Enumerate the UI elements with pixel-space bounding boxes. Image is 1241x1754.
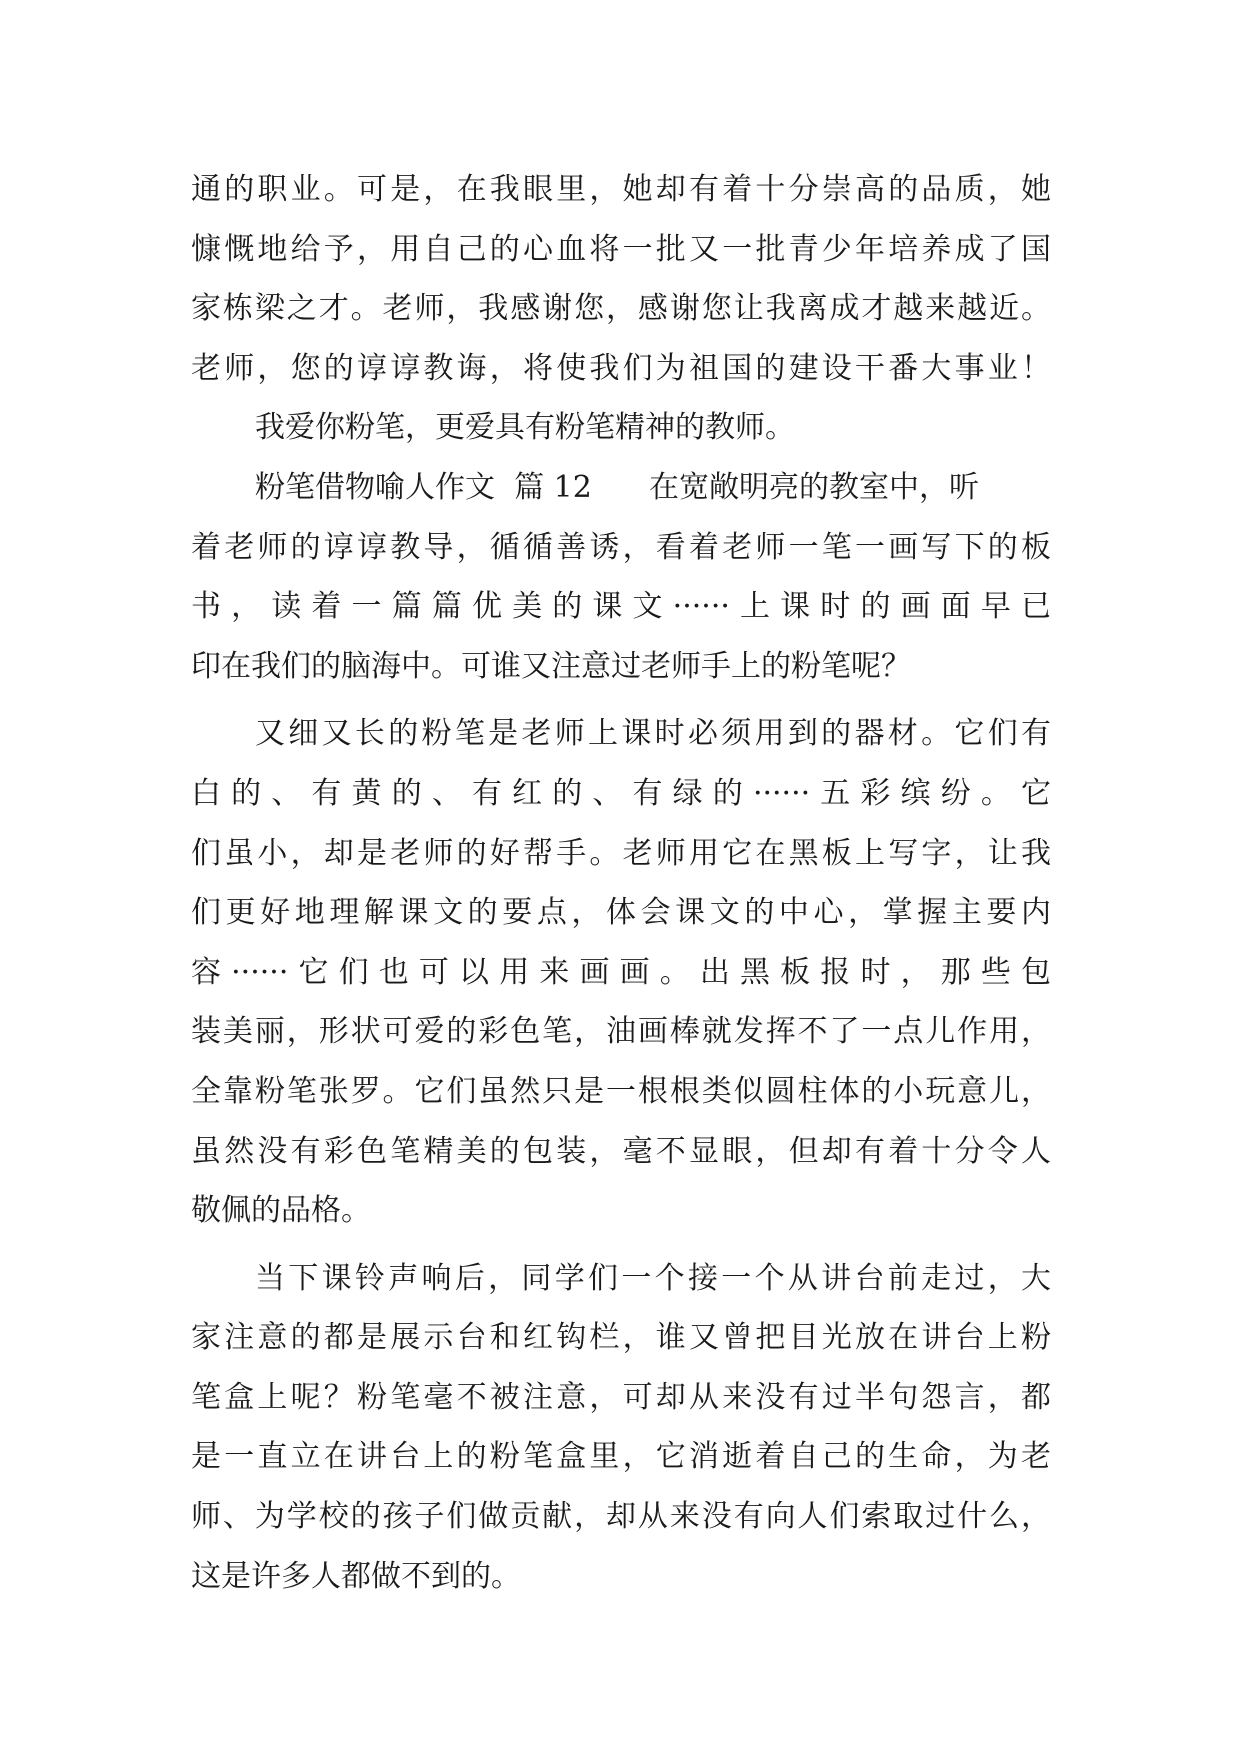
text-line: 我爱你粉笔，更爱具有粉笔精神的教师。	[255, 410, 795, 446]
text-line: 老师，您的谆谆教诲，将使我们为祖国的建设干番大事业！	[191, 350, 1051, 386]
text-line: 师、为学校的孩子们做贡献，却从来没有向人们索取过什么，	[191, 1499, 1051, 1535]
text-line: 敬佩的品格。	[191, 1193, 371, 1229]
text-line: 当下课铃声响后，同学们一个接一个从讲台前走过，大	[255, 1260, 1051, 1296]
text-line: 通的职业。可是，在我眼里，她却有着十分崇高的品质，她	[191, 172, 1051, 207]
text-line: 全靠粉笔张罗。它们虽然只是一根根类似圆柱体的小玩意儿，	[191, 1073, 1051, 1109]
text-line: 着老师的谆谆教导，循循善诱，看着老师一笔一画写下的板	[191, 529, 1051, 565]
paragraph-gap	[191, 1241, 1051, 1249]
paragraph-gap	[191, 696, 1051, 704]
text-line: 家注意的都是展示台和红钩栏，谁又曾把目光放在讲台上粉	[191, 1320, 1051, 1356]
text-line: 容······它们也可以用来画画。出黑板报时，那些包	[191, 954, 1051, 990]
text-line: 家栋梁之才。老师，我感谢您，感谢您让我离成才越来越近。	[191, 291, 1051, 327]
text-line: 慷慨地给予，用自己的心血将一批又一批青少年培养成了国	[191, 231, 1051, 267]
text-line: 装美丽，形状可爱的彩色笔，油画棒就发挥不了一点儿作用，	[191, 1014, 1051, 1050]
text-line: 白的、有黄的、有红的、有绿的······五彩缤纷。它	[191, 775, 1051, 811]
text-line: 笔盒上呢？粉笔毫不被注意，可却从来没有过半句怨言，都	[191, 1379, 1051, 1415]
text-line: 虽然没有彩色笔精美的包装，毫不显眼，但却有着十分令人	[191, 1133, 1051, 1169]
text-line: 是一直立在讲台上的粉笔盒里，它消逝着自己的生命，为老	[191, 1439, 1051, 1475]
section-heading-line: 粉笔借物喻人作文 篇 12 在宽敞明亮的教室中，听	[255, 469, 979, 505]
text-line: 又细又长的粉笔是老师上课时必须用到的器材。它们有	[255, 716, 1051, 752]
text-line: 这是许多人都做不到的。	[191, 1558, 521, 1594]
text-line: 书，读着一篇篇优美的课文······上课时的画面早已	[191, 589, 1051, 625]
essay-body	[191, 160, 1051, 1606]
text-line: 们更好地理解课文的要点，体会课文的中心，掌握主要内	[191, 895, 1051, 931]
text-line: 印在我们的脑海中。可谁又注意过老师手上的粉笔呢？	[191, 648, 911, 684]
text-line: 们虽小，却是老师的好帮手。老师用它在黑板上写字，让我	[191, 835, 1051, 871]
